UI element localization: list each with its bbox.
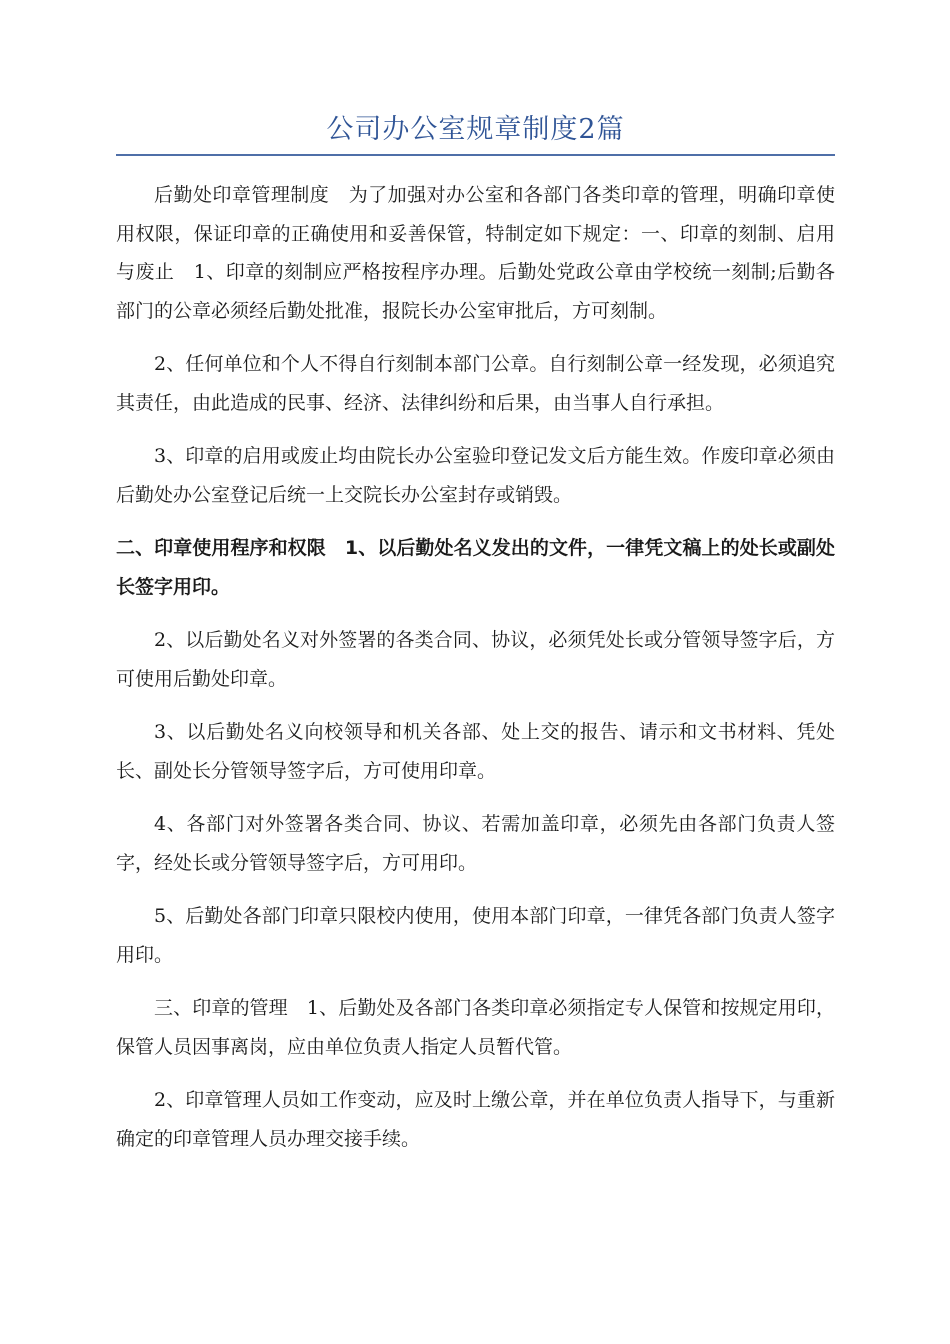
document-page bbox=[116, 112, 835, 1173]
document-body bbox=[116, 176, 835, 1158]
paragraph-5: 2、以后勤处名义对外签署的各类合同、协议，必须凭处长或分管领导签字后，方可使用后勤处印章。 bbox=[116, 629, 835, 690]
paragraph-1: 后勤处印章管理制度 为了加强对办公室和各部门各类印章的管理，明确印章使用权限，保证印章的正确使用和妥善保管，特制定如下规定：一、印章的刻制、启用与废止 1、印章的刻制应严格按程序办理。后勤处党政公章由学校统一刻制;后勤各部门的公章必须经后勤处批准，报院长办公室审批后，方可刻制。 bbox=[116, 184, 835, 322]
paragraph-3: 3、印章的启用或废止均由院长办公室验印登记发文后方能生效。作废印章必须由后勤处办公室登记后统一上交院长办公室封存或销毁。 bbox=[116, 445, 835, 506]
paragraph-2: 2、任何单位和个人不得自行刻制本部门公章。自行刻制公章一经发现，必须追究其责任，由此造成的民事、经济、法律纠纷和后果，由当事人自行承担。 bbox=[116, 353, 835, 414]
paragraph-6: 3、以后勤处名义向校领导和机关各部、处上交的报告、请示和文书材料、凭处长、副处长分管领导签字后，方可使用印章。 bbox=[116, 721, 835, 782]
paragraph-7: 4、各部门对外签署各类合同、协议、若需加盖印章，必须先由各部门负责人签字，经处长或分管领导签字后，方可用印。 bbox=[116, 813, 835, 874]
title-block bbox=[116, 112, 835, 156]
section-heading-2: 二、印章使用程序和权限 1、以后勤处名义发出的文件，一律凭文稿上的处长或副处长签字用印。 bbox=[116, 537, 835, 598]
paragraph-8: 5、后勤处各部门印章只限校内使用，使用本部门印章，一律凭各部门负责人签字用印。 bbox=[116, 905, 835, 966]
document-title: 公司办公室规章制度2篇 bbox=[326, 114, 625, 145]
paragraph-10: 2、印章管理人员如工作变动，应及时上缴公章，并在单位负责人指导下，与重新确定的印章管理人员办理交接手续。 bbox=[116, 1089, 835, 1150]
paragraph-9: 三、印章的管理 1、后勤处及各部门各类印章必须指定专人保管和按规定用印，保管人员因事离岗，应由单位负责人指定人员暂代管。 bbox=[116, 997, 835, 1058]
